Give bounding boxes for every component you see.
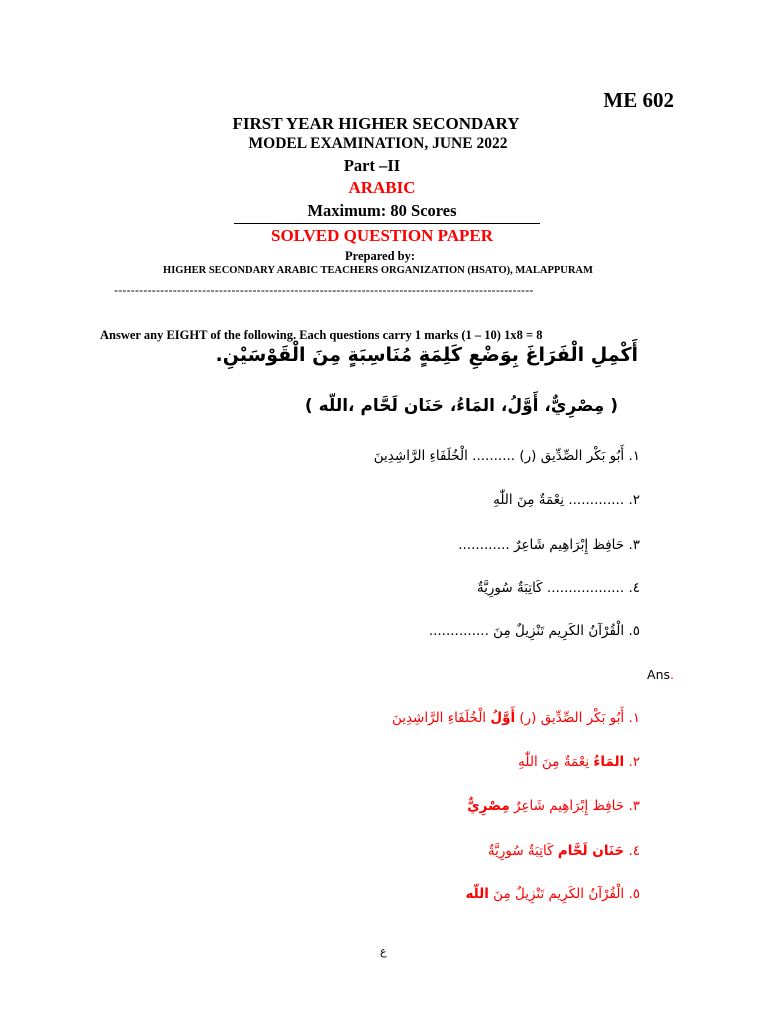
- answers-label-text: Ans: [647, 667, 671, 682]
- answer-number: ٣.: [628, 798, 640, 814]
- answer-text-before: حَافِظ إِبْرَاهِيم شَاعِرٌ: [509, 798, 625, 814]
- answer-fill: المَاءُ: [593, 754, 625, 770]
- prepared-by-label: Prepared by:: [344, 249, 416, 263]
- answer-item: [392, 710, 640, 726]
- exam-name: MODEL EXAMINATION, JUNE 2022: [248, 135, 508, 152]
- question-item: [429, 623, 640, 639]
- answer-text-after: الْخُلَفَاءِ الرَّاشِدِينَ: [391, 710, 491, 726]
- exam-code: ME 602: [603, 88, 674, 112]
- question-text: أَبُو بَكْر الصِّدِّيق (ر) .......... الْخُلَفَاءِ الرَّاشِدِينَ: [373, 448, 625, 464]
- section-instruction: Answer any EIGHT of the following. Each questions carry 1 marks (1 – 10) 1x8 = 8: [100, 328, 543, 342]
- answer-fill: أَوَّلُ: [490, 710, 516, 726]
- question-number: ٢.: [628, 492, 640, 508]
- question-item: [477, 580, 640, 596]
- answer-item: [488, 843, 640, 859]
- answer-number: ٤.: [628, 843, 640, 859]
- answer-text-before: الْقُرْآنُ الكَرِيم تَنْزِيلٌ مِنَ: [488, 886, 625, 902]
- exam-part: Part –II: [343, 156, 401, 175]
- answers-label-dot: .: [670, 667, 674, 682]
- answer-number: ١.: [628, 710, 640, 726]
- answer-text-after: نِعْمَةٌ مِنَ اللّٰهِ: [518, 754, 594, 770]
- question-item: [493, 492, 640, 508]
- question-number: ٥.: [628, 623, 640, 639]
- question-number: ١.: [628, 448, 640, 464]
- answers-label: [647, 667, 674, 682]
- question-item: [458, 537, 640, 553]
- question-text: الْقُرْآنُ الكَرِيم تَنْزِيلٌ مِنَ ..............: [428, 623, 625, 639]
- answer-number: ٥.: [628, 886, 640, 902]
- answer-text-before: أَبُو بَكْر الصِّدِّيق (ر): [515, 710, 625, 726]
- answer-fill: اللّه: [465, 886, 489, 902]
- subject-title: ARABIC: [348, 178, 416, 197]
- dashed-separator: ----------------------------------------------------------------------------------------------------: [114, 283, 534, 297]
- answer-item: [465, 886, 640, 902]
- organization-name: HIGHER SECONDARY ARABIC TEACHERS ORGANIZATION (HSATO), MALAPPURAM: [163, 265, 593, 276]
- answer-number: ٢.: [628, 754, 640, 770]
- question-text: ............. نِعْمَةٌ مِنَ اللّٰهِ: [493, 492, 625, 508]
- answer-item: [467, 798, 640, 814]
- header-rule: [234, 223, 540, 224]
- arabic-instruction: أَكْمِلِ الْفَرَاغَ بِوَضْعِ كَلِمَةٍ مُنَاسِبَةٍ مِنَ الْقَوْسَيْنِ.: [215, 344, 638, 366]
- question-number: ٤.: [628, 580, 640, 596]
- footer-glyph: ع: [380, 945, 387, 958]
- exam-title: FIRST YEAR HIGHER SECONDARY: [232, 114, 520, 133]
- answer-fill: مِصْرِيٌّ: [467, 798, 510, 814]
- answer-fill: حَنَان لَحَّام: [557, 843, 625, 859]
- question-number: ٣.: [628, 537, 640, 553]
- answer-text-after: كَاتِبَةٌ سُورِيَّةٌ: [487, 843, 558, 859]
- maximum-scores: Maximum: 80 Scores: [307, 201, 457, 220]
- question-item: [374, 448, 640, 464]
- paper-type: SOLVED QUESTION PAPER: [271, 226, 493, 245]
- answer-item: [518, 754, 640, 770]
- question-text: .................. كَاتِبَةٌ سُورِيَّةٌ: [476, 580, 625, 596]
- word-choices: ( مِصْرِيٌّ، أَوَّلُ، المَاءُ، حَنَان لَحَّام ،اللّه ): [304, 396, 618, 416]
- question-text: حَافِظ إِبْرَاهِيم شَاعِرٌ ............: [458, 537, 625, 553]
